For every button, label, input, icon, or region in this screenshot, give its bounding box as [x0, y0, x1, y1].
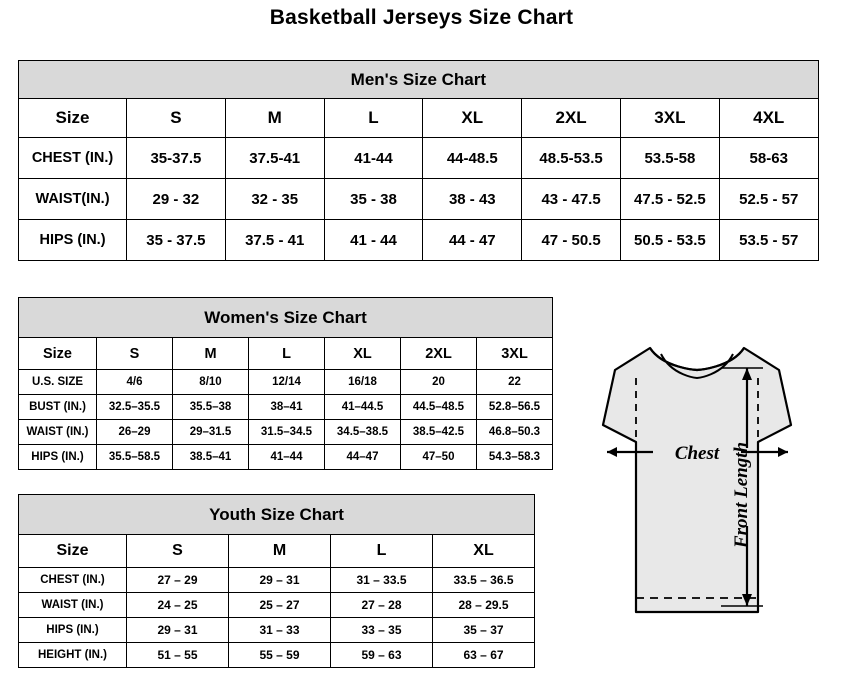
cell: 37.5 - 41 [225, 220, 324, 261]
cell: 35 - 37.5 [127, 220, 226, 261]
mens-col-header: M [225, 99, 324, 138]
cell: 51 – 55 [127, 643, 229, 668]
row-label: HIPS (IN.) [19, 220, 127, 261]
mens-col-header: L [324, 99, 423, 138]
cell: 35.5–58.5 [97, 445, 173, 470]
womens-col-header: Size [19, 338, 97, 370]
table-row [19, 138, 819, 179]
table-row [19, 618, 535, 643]
cell: 35-37.5 [127, 138, 226, 179]
cell: 31 – 33 [229, 618, 331, 643]
cell: 32 - 35 [225, 179, 324, 220]
cell: 31 – 33.5 [331, 568, 433, 593]
cell: 29 - 32 [127, 179, 226, 220]
mens-column-headers [19, 99, 819, 138]
cell: 27 – 29 [127, 568, 229, 593]
row-label: HIPS (IN.) [19, 618, 127, 643]
cell: 8/10 [173, 370, 249, 395]
cell: 44-48.5 [423, 138, 522, 179]
mens-col-header: 4XL [719, 99, 818, 138]
mens-size-chart-section [18, 60, 818, 261]
cell: 44–47 [325, 445, 401, 470]
front-length-label: Front Length [731, 441, 752, 549]
mens-size-chart-table [18, 60, 819, 261]
cell: 47 - 50.5 [522, 220, 621, 261]
youth-column-headers [19, 535, 535, 568]
cell: 28 – 29.5 [433, 593, 535, 618]
youth-col-header: L [331, 535, 433, 568]
cell: 4/6 [97, 370, 173, 395]
cell: 44 - 47 [423, 220, 522, 261]
cell: 55 – 59 [229, 643, 331, 668]
row-label: U.S. SIZE [19, 370, 97, 395]
table-row [19, 568, 535, 593]
cell: 47–50 [401, 445, 477, 470]
cell: 37.5-41 [225, 138, 324, 179]
youth-chart-caption: Youth Size Chart [19, 495, 535, 535]
table-row [19, 420, 553, 445]
mens-col-header: XL [423, 99, 522, 138]
table-row [19, 179, 819, 220]
cell: 48.5-53.5 [522, 138, 621, 179]
cell: 41 - 44 [324, 220, 423, 261]
row-label: CHEST (IN.) [19, 568, 127, 593]
cell: 29 – 31 [127, 618, 229, 643]
youth-size-chart-table [18, 494, 535, 668]
cell: 38.5–42.5 [401, 420, 477, 445]
cell: 32.5–35.5 [97, 395, 173, 420]
row-label: WAIST (IN.) [19, 593, 127, 618]
row-label: HEIGHT (IN.) [19, 643, 127, 668]
table-row [19, 370, 553, 395]
womens-col-header: XL [325, 338, 401, 370]
womens-column-headers [19, 338, 553, 370]
row-label: WAIST (IN.) [19, 420, 97, 445]
cell: 35.5–38 [173, 395, 249, 420]
cell: 41–44.5 [325, 395, 401, 420]
cell: 43 - 47.5 [522, 179, 621, 220]
youth-col-header: M [229, 535, 331, 568]
cell: 35 – 37 [433, 618, 535, 643]
cell: 52.8–56.5 [477, 395, 553, 420]
cell: 63 – 67 [433, 643, 535, 668]
cell: 31.5–34.5 [249, 420, 325, 445]
table-row [19, 445, 553, 470]
cell: 50.5 - 53.5 [620, 220, 719, 261]
cell: 22 [477, 370, 553, 395]
cell: 25 – 27 [229, 593, 331, 618]
cell: 53.5-58 [620, 138, 719, 179]
cell: 33 – 35 [331, 618, 433, 643]
cell: 26–29 [97, 420, 173, 445]
cell: 16/18 [325, 370, 401, 395]
youth-col-header: S [127, 535, 229, 568]
youth-col-header: XL [433, 535, 535, 568]
youth-col-header: Size [19, 535, 127, 568]
womens-col-header: M [173, 338, 249, 370]
youth-size-chart-section [18, 494, 534, 668]
table-row [19, 220, 819, 261]
womens-chart-caption: Women's Size Chart [19, 298, 553, 338]
cell: 27 – 28 [331, 593, 433, 618]
cell: 54.3–58.3 [477, 445, 553, 470]
cell: 34.5–38.5 [325, 420, 401, 445]
cell: 35 - 38 [324, 179, 423, 220]
cell: 46.8–50.3 [477, 420, 553, 445]
cell: 20 [401, 370, 477, 395]
mens-chart-caption: Men's Size Chart [19, 61, 819, 99]
cell: 33.5 – 36.5 [433, 568, 535, 593]
row-label: BUST (IN.) [19, 395, 97, 420]
mens-col-header: 3XL [620, 99, 719, 138]
cell: 38.5–41 [173, 445, 249, 470]
mens-col-header: 2XL [522, 99, 621, 138]
jersey-shape-icon [603, 348, 791, 612]
cell: 38 - 43 [423, 179, 522, 220]
cell: 53.5 - 57 [719, 220, 818, 261]
cell: 44.5–48.5 [401, 395, 477, 420]
table-row [19, 395, 553, 420]
cell: 29 – 31 [229, 568, 331, 593]
womens-col-header: L [249, 338, 325, 370]
womens-size-chart-table [18, 297, 553, 470]
cell: 52.5 - 57 [719, 179, 818, 220]
womens-col-header: S [97, 338, 173, 370]
womens-col-header: 3XL [477, 338, 553, 370]
row-label: HIPS (IN.) [19, 445, 97, 470]
mens-col-header: S [127, 99, 226, 138]
table-row [19, 643, 535, 668]
cell: 41-44 [324, 138, 423, 179]
womens-col-header: 2XL [401, 338, 477, 370]
cell: 47.5 - 52.5 [620, 179, 719, 220]
cell: 24 – 25 [127, 593, 229, 618]
jersey-measurement-diagram [545, 330, 835, 670]
cell: 59 – 63 [331, 643, 433, 668]
cell: 29–31.5 [173, 420, 249, 445]
page-title: Basketball Jerseys Size Chart [269, 6, 574, 29]
womens-size-chart-section [18, 297, 552, 470]
cell: 58-63 [719, 138, 818, 179]
cell: 41–44 [249, 445, 325, 470]
chest-label: Chest [674, 443, 720, 464]
table-row [19, 593, 535, 618]
cell: 38–41 [249, 395, 325, 420]
row-label: WAIST(IN.) [19, 179, 127, 220]
cell: 12/14 [249, 370, 325, 395]
mens-col-header: Size [19, 99, 127, 138]
row-label: CHEST (IN.) [19, 138, 127, 179]
